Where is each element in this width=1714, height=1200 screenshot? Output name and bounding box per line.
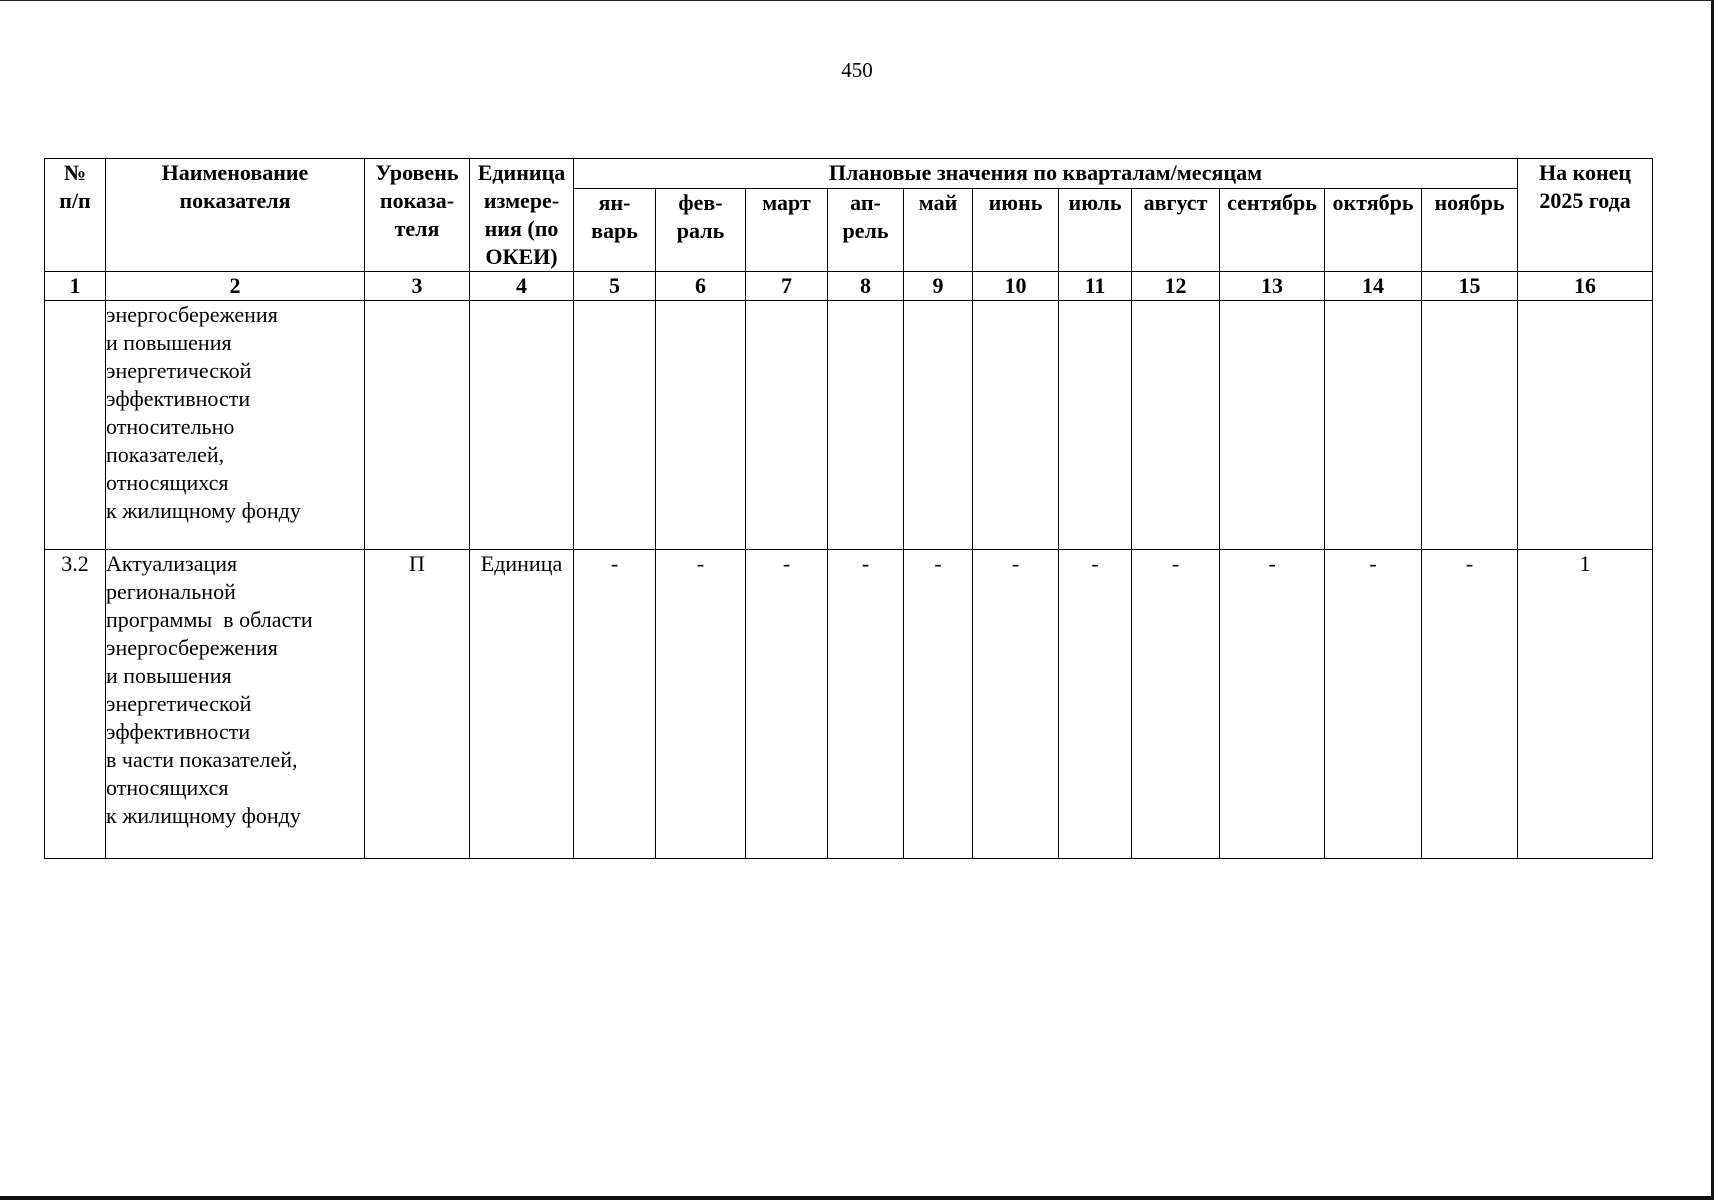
level-cell	[365, 301, 470, 550]
column-number: 8	[828, 272, 904, 301]
month-value-cell: -	[973, 550, 1059, 859]
month-value-cell	[1220, 301, 1325, 550]
month-value-cell: -	[746, 550, 828, 859]
month-value-cell: -	[574, 550, 656, 859]
month-value-cell	[1325, 301, 1422, 550]
column-number: 16	[1518, 272, 1653, 301]
header-month-january: ян- варь	[574, 188, 656, 271]
header-month-july: июль	[1059, 188, 1132, 271]
month-value-cell: -	[1325, 550, 1422, 859]
unit-cell: Единица	[470, 550, 574, 859]
row-num-cell	[45, 301, 106, 550]
header-end-of-year: На конец 2025 года	[1518, 159, 1653, 272]
end-of-year-cell: 1	[1518, 550, 1653, 859]
unit-cell	[470, 301, 574, 550]
column-number: 5	[574, 272, 656, 301]
column-number: 9	[904, 272, 973, 301]
month-value-cell: -	[656, 550, 746, 859]
page-number: 450	[841, 58, 873, 82]
column-number: 14	[1325, 272, 1422, 301]
month-value-cell	[656, 301, 746, 550]
column-number: 13	[1220, 272, 1325, 301]
column-number: 7	[746, 272, 828, 301]
month-value-cell: -	[1059, 550, 1132, 859]
column-number: 3	[365, 272, 470, 301]
end-of-year-cell	[1518, 301, 1653, 550]
column-number-row	[45, 272, 1653, 301]
header-month-august: август	[1132, 188, 1220, 271]
month-value-cell	[746, 301, 828, 550]
column-number: 1	[45, 272, 106, 301]
indicator-name-cell: энергосбережения и повышения энергетической эффективности относительно показателей, относящихся к жилищному фонду	[106, 301, 365, 550]
header-planned-values: Плановые значения по кварталам/месяцам	[574, 159, 1518, 189]
month-value-cell	[1132, 301, 1220, 550]
month-value-cell: -	[1220, 550, 1325, 859]
column-number: 4	[470, 272, 574, 301]
header-month-april: ап- рель	[828, 188, 904, 271]
header-month-march: март	[746, 188, 828, 271]
column-number: 15	[1422, 272, 1518, 301]
column-number: 2	[106, 272, 365, 301]
scan-edge-bottom	[0, 1196, 1714, 1200]
column-number: 11	[1059, 272, 1132, 301]
column-number: 6	[656, 272, 746, 301]
scan-edge-top	[0, 0, 1714, 1]
column-number: 10	[973, 272, 1059, 301]
header-month-june: июнь	[973, 188, 1059, 271]
month-value-cell: -	[828, 550, 904, 859]
header-month-may: май	[904, 188, 973, 271]
plan-table	[44, 158, 1653, 859]
month-value-cell: -	[904, 550, 973, 859]
month-value-cell	[1422, 301, 1518, 550]
table-row	[45, 550, 1653, 859]
table-row	[45, 301, 1653, 550]
month-value-cell	[828, 301, 904, 550]
header-month-february: фев- раль	[656, 188, 746, 271]
header-month-october: октябрь	[1325, 188, 1422, 271]
month-value-cell	[904, 301, 973, 550]
month-value-cell	[973, 301, 1059, 550]
month-value-cell	[1059, 301, 1132, 550]
month-value-cell	[574, 301, 656, 550]
indicator-name-cell: Актуализация региональной программы в области энергосбережения и повышения энергетической эффективности в части показателей, относящихся к жилищному фонду	[106, 550, 365, 859]
header-name: Наименование показателя	[106, 159, 365, 272]
month-value-cell: -	[1132, 550, 1220, 859]
header-level: Уровень показа- теля	[365, 159, 470, 272]
header-month-september: сентябрь	[1220, 188, 1325, 271]
header-month-november: ноябрь	[1422, 188, 1518, 271]
header-num: № п/п	[45, 159, 106, 272]
header-unit: Единица измере- ния (по ОКЕИ)	[470, 159, 574, 272]
month-value-cell: -	[1422, 550, 1518, 859]
row-num-cell: 3.2	[45, 550, 106, 859]
column-number: 12	[1132, 272, 1220, 301]
level-cell: П	[365, 550, 470, 859]
